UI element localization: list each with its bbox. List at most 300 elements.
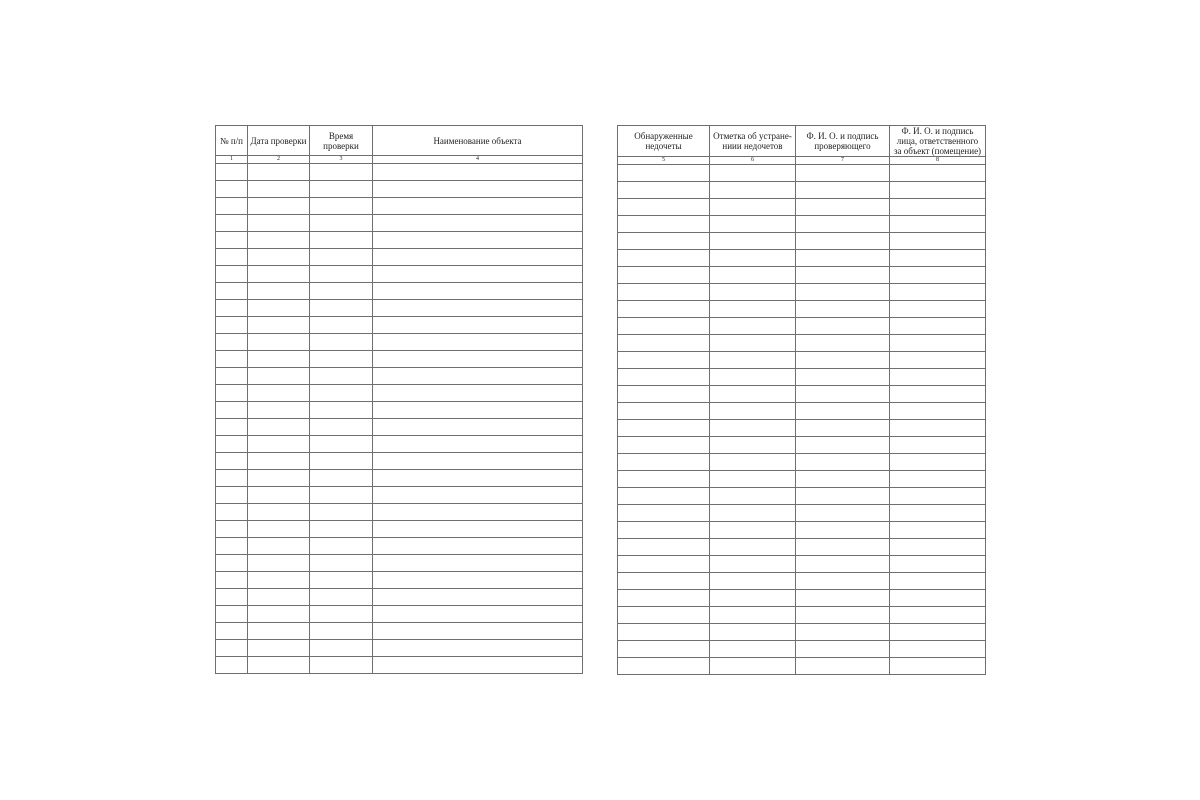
- table-cell[interactable]: [890, 386, 986, 403]
- table-cell[interactable]: [248, 419, 310, 436]
- table-cell[interactable]: [890, 301, 986, 318]
- table-cell[interactable]: [216, 283, 248, 300]
- table-cell[interactable]: [248, 198, 310, 215]
- table-cell[interactable]: [890, 182, 986, 199]
- table-cell[interactable]: [216, 572, 248, 589]
- table-row: [216, 436, 583, 453]
- table-row: [216, 402, 583, 419]
- table-cell[interactable]: [248, 504, 310, 521]
- table-cell[interactable]: [373, 589, 583, 606]
- column-header-number: № п/п: [216, 126, 248, 156]
- table-cell[interactable]: [373, 283, 583, 300]
- table-cell[interactable]: [248, 555, 310, 572]
- table-cell[interactable]: [216, 538, 248, 555]
- table-cell[interactable]: [373, 402, 583, 419]
- table-cell[interactable]: [216, 470, 248, 487]
- table-cell[interactable]: [890, 658, 986, 675]
- table-cell[interactable]: [890, 437, 986, 454]
- table-cell[interactable]: [310, 657, 373, 674]
- table-row: [216, 283, 583, 300]
- table-cell[interactable]: [796, 301, 890, 318]
- table-cell[interactable]: [618, 420, 710, 437]
- table-cell[interactable]: [796, 403, 890, 420]
- table-cell[interactable]: [216, 266, 248, 283]
- table-cell[interactable]: [890, 471, 986, 488]
- table-cell[interactable]: [890, 556, 986, 573]
- table-cell[interactable]: [248, 249, 310, 266]
- table-cell[interactable]: [890, 250, 986, 267]
- table-cell[interactable]: [618, 267, 710, 284]
- table-cell[interactable]: [216, 521, 248, 538]
- table-cell[interactable]: [373, 487, 583, 504]
- table-cell[interactable]: [796, 420, 890, 437]
- table-cell[interactable]: [310, 555, 373, 572]
- table-cell[interactable]: [710, 437, 796, 454]
- table-cell[interactable]: [310, 402, 373, 419]
- table-row: [216, 470, 583, 487]
- table-cell[interactable]: [618, 233, 710, 250]
- table-cell[interactable]: [373, 555, 583, 572]
- table-cell[interactable]: [310, 419, 373, 436]
- table-row: [216, 538, 583, 555]
- table-cell[interactable]: [216, 368, 248, 385]
- table-cell[interactable]: [618, 386, 710, 403]
- table-cell[interactable]: [248, 572, 310, 589]
- table-cell[interactable]: [710, 641, 796, 658]
- table-cell[interactable]: [248, 385, 310, 402]
- table-cell[interactable]: [710, 216, 796, 233]
- table-cell[interactable]: [890, 199, 986, 216]
- table-cell[interactable]: [310, 623, 373, 640]
- table-row: [216, 300, 583, 317]
- table-cell[interactable]: [796, 454, 890, 471]
- column-header-responsible-signature: Ф. И. О. и подпись лица, ответственного за объект (помещение): [890, 126, 986, 157]
- table-row: [618, 437, 986, 454]
- table-cell[interactable]: [248, 623, 310, 640]
- table-cell[interactable]: [248, 538, 310, 555]
- table-cell[interactable]: [796, 267, 890, 284]
- table-cell[interactable]: [310, 640, 373, 657]
- table-cell[interactable]: [618, 624, 710, 641]
- table-cell[interactable]: [796, 471, 890, 488]
- table-cell[interactable]: [710, 607, 796, 624]
- table-cell[interactable]: [618, 471, 710, 488]
- table-row: [618, 658, 986, 675]
- table-cell[interactable]: [890, 573, 986, 590]
- table-cell[interactable]: [248, 164, 310, 181]
- table-row: [618, 233, 986, 250]
- table-cell[interactable]: [310, 283, 373, 300]
- table-cell[interactable]: [248, 215, 310, 232]
- table-row: [216, 487, 583, 504]
- table-cell[interactable]: [310, 215, 373, 232]
- table-cell[interactable]: [710, 522, 796, 539]
- table-cell[interactable]: [796, 488, 890, 505]
- table-cell[interactable]: [310, 249, 373, 266]
- table-cell[interactable]: [890, 607, 986, 624]
- table-cell[interactable]: [310, 232, 373, 249]
- column-number: 7: [796, 157, 890, 165]
- table-cell[interactable]: [618, 165, 710, 182]
- table-cell[interactable]: [796, 437, 890, 454]
- table-row: [618, 250, 986, 267]
- table-row: [216, 266, 583, 283]
- table-cell[interactable]: [890, 318, 986, 335]
- table-cell[interactable]: [796, 539, 890, 556]
- table-cell[interactable]: [248, 657, 310, 674]
- table-cell[interactable]: [373, 232, 583, 249]
- column-number-row: [216, 156, 583, 164]
- table-cell[interactable]: [216, 232, 248, 249]
- table-cell[interactable]: [890, 165, 986, 182]
- table-cell[interactable]: [710, 454, 796, 471]
- table-cell[interactable]: [890, 454, 986, 471]
- table-cell[interactable]: [710, 505, 796, 522]
- table-cell[interactable]: [618, 641, 710, 658]
- table-cell[interactable]: [216, 589, 248, 606]
- table-row: [618, 284, 986, 301]
- table-cell[interactable]: [796, 216, 890, 233]
- table-cell[interactable]: [216, 623, 248, 640]
- table-cell[interactable]: [216, 351, 248, 368]
- table-cell[interactable]: [890, 335, 986, 352]
- table-row: [216, 232, 583, 249]
- table-cell[interactable]: [216, 402, 248, 419]
- table-cell[interactable]: [310, 436, 373, 453]
- table-row: [216, 623, 583, 640]
- column-number: 6: [710, 157, 796, 165]
- table-row: [618, 216, 986, 233]
- table-cell[interactable]: [248, 453, 310, 470]
- table-cell[interactable]: [216, 164, 248, 181]
- table-cell[interactable]: [248, 640, 310, 657]
- table-cell[interactable]: [710, 420, 796, 437]
- table-cell[interactable]: [796, 522, 890, 539]
- table-cell[interactable]: [710, 165, 796, 182]
- table-row: [216, 572, 583, 589]
- table-row: [618, 590, 986, 607]
- table-cell[interactable]: [890, 505, 986, 522]
- table-cell[interactable]: [216, 198, 248, 215]
- table-row: [216, 249, 583, 266]
- table-cell[interactable]: [248, 368, 310, 385]
- table-cell[interactable]: [216, 504, 248, 521]
- table-cell[interactable]: [618, 182, 710, 199]
- table-body-right: [618, 165, 986, 675]
- table-cell[interactable]: [373, 572, 583, 589]
- table-cell[interactable]: [890, 352, 986, 369]
- table-cell[interactable]: [216, 555, 248, 572]
- table-cell[interactable]: [890, 641, 986, 658]
- table-cell[interactable]: [796, 352, 890, 369]
- table-cell[interactable]: [710, 488, 796, 505]
- table-cell[interactable]: [373, 657, 583, 674]
- table-cell[interactable]: [618, 216, 710, 233]
- table-cell[interactable]: [216, 606, 248, 623]
- table-cell[interactable]: [310, 589, 373, 606]
- table-cell[interactable]: [618, 250, 710, 267]
- table-cell[interactable]: [216, 419, 248, 436]
- table-cell[interactable]: [618, 539, 710, 556]
- table-cell[interactable]: [618, 437, 710, 454]
- table-cell[interactable]: [248, 351, 310, 368]
- table-cell[interactable]: [310, 470, 373, 487]
- table-cell[interactable]: [710, 318, 796, 335]
- table-cell[interactable]: [310, 334, 373, 351]
- table-cell[interactable]: [796, 624, 890, 641]
- table-row: [618, 386, 986, 403]
- table-row: [618, 267, 986, 284]
- table-cell[interactable]: [216, 317, 248, 334]
- table-cell[interactable]: [710, 386, 796, 403]
- table-cell[interactable]: [310, 572, 373, 589]
- table-cell[interactable]: [310, 453, 373, 470]
- table-cell[interactable]: [373, 623, 583, 640]
- table-cell[interactable]: [216, 657, 248, 674]
- table-cell[interactable]: [796, 658, 890, 675]
- table-cell[interactable]: [373, 538, 583, 555]
- table-cell[interactable]: [373, 249, 583, 266]
- table-cell[interactable]: [618, 199, 710, 216]
- table-cell[interactable]: [710, 539, 796, 556]
- table-cell[interactable]: [310, 385, 373, 402]
- table-row: [216, 215, 583, 232]
- table-cell[interactable]: [618, 335, 710, 352]
- table-cell[interactable]: [216, 436, 248, 453]
- table-cell[interactable]: [310, 521, 373, 538]
- table-cell[interactable]: [618, 352, 710, 369]
- table-cell[interactable]: [248, 266, 310, 283]
- table-cell[interactable]: [248, 606, 310, 623]
- table-cell[interactable]: [216, 640, 248, 657]
- table-cell[interactable]: [373, 436, 583, 453]
- table-cell[interactable]: [618, 284, 710, 301]
- table-cell[interactable]: [618, 522, 710, 539]
- table-cell[interactable]: [796, 182, 890, 199]
- table-row: [618, 607, 986, 624]
- table-cell[interactable]: [710, 590, 796, 607]
- table-cell[interactable]: [248, 181, 310, 198]
- table-cell[interactable]: [248, 470, 310, 487]
- table-cell[interactable]: [890, 488, 986, 505]
- table-row: [618, 471, 986, 488]
- table-cell[interactable]: [373, 521, 583, 538]
- table-cell[interactable]: [796, 386, 890, 403]
- table-cell[interactable]: [310, 606, 373, 623]
- table-row: [618, 522, 986, 539]
- table-cell[interactable]: [373, 385, 583, 402]
- table-cell[interactable]: [373, 368, 583, 385]
- table-cell[interactable]: [248, 232, 310, 249]
- table-cell[interactable]: [710, 199, 796, 216]
- table-cell[interactable]: [890, 420, 986, 437]
- table-cell[interactable]: [248, 487, 310, 504]
- table-cell[interactable]: [310, 266, 373, 283]
- table-cell[interactable]: [618, 318, 710, 335]
- table-cell[interactable]: [796, 233, 890, 250]
- table-row: [216, 181, 583, 198]
- table-cell[interactable]: [710, 335, 796, 352]
- table-cell[interactable]: [310, 181, 373, 198]
- table-cell[interactable]: [710, 556, 796, 573]
- table-cell[interactable]: [373, 470, 583, 487]
- table-cell[interactable]: [373, 334, 583, 351]
- table-cell[interactable]: [618, 590, 710, 607]
- column-header-defects-fixed-mark: Отметка об устране-ниии недочетов: [710, 126, 796, 157]
- right-page: [617, 125, 985, 675]
- table-cell[interactable]: [216, 249, 248, 266]
- table-cell[interactable]: [373, 606, 583, 623]
- table-cell[interactable]: [710, 182, 796, 199]
- table-row: [216, 657, 583, 674]
- table-row: [216, 198, 583, 215]
- table-cell[interactable]: [796, 284, 890, 301]
- table-cell[interactable]: [373, 266, 583, 283]
- column-number-row: [618, 157, 986, 165]
- column-number: 4: [373, 156, 583, 164]
- table-cell[interactable]: [710, 573, 796, 590]
- table-cell[interactable]: [618, 403, 710, 420]
- table-cell[interactable]: [710, 250, 796, 267]
- table-row: [216, 334, 583, 351]
- table-cell[interactable]: [310, 504, 373, 521]
- table-cell[interactable]: [710, 352, 796, 369]
- table-cell[interactable]: [373, 181, 583, 198]
- table-cell[interactable]: [248, 283, 310, 300]
- table-cell[interactable]: [310, 487, 373, 504]
- table-cell[interactable]: [710, 301, 796, 318]
- table-cell[interactable]: [796, 369, 890, 386]
- table-cell[interactable]: [796, 199, 890, 216]
- table-cell[interactable]: [796, 335, 890, 352]
- table-cell[interactable]: [618, 454, 710, 471]
- table-cell[interactable]: [216, 487, 248, 504]
- table-row: [216, 317, 583, 334]
- table-cell[interactable]: [216, 385, 248, 402]
- header-row: [618, 126, 986, 157]
- table-cell[interactable]: [373, 198, 583, 215]
- column-number: 1: [216, 156, 248, 164]
- table-cell[interactable]: [890, 539, 986, 556]
- table-row: [216, 640, 583, 657]
- table-cell[interactable]: [618, 573, 710, 590]
- table-cell[interactable]: [710, 658, 796, 675]
- column-header-inspector-signature: Ф. И. О. и подпись проверяющего: [796, 126, 890, 157]
- table-cell[interactable]: [248, 436, 310, 453]
- table-cell[interactable]: [890, 369, 986, 386]
- table-row: [618, 420, 986, 437]
- left-page: [215, 125, 582, 674]
- table-cell[interactable]: [373, 453, 583, 470]
- table-cell[interactable]: [618, 488, 710, 505]
- table-cell[interactable]: [890, 522, 986, 539]
- table-cell[interactable]: [373, 504, 583, 521]
- table-cell[interactable]: [216, 453, 248, 470]
- table-cell[interactable]: [710, 267, 796, 284]
- table-cell[interactable]: [796, 505, 890, 522]
- table-cell[interactable]: [796, 590, 890, 607]
- table-cell[interactable]: [216, 300, 248, 317]
- table-cell[interactable]: [618, 658, 710, 675]
- table-row: [618, 301, 986, 318]
- column-header-check-time: Время проверки: [310, 126, 373, 156]
- table-cell[interactable]: [890, 216, 986, 233]
- table-cell[interactable]: [796, 607, 890, 624]
- table-cell[interactable]: [710, 624, 796, 641]
- table-cell[interactable]: [373, 215, 583, 232]
- table-cell[interactable]: [216, 181, 248, 198]
- table-cell[interactable]: [890, 267, 986, 284]
- table-cell[interactable]: [796, 250, 890, 267]
- table-cell[interactable]: [310, 317, 373, 334]
- table-cell[interactable]: [796, 556, 890, 573]
- column-number: 5: [618, 157, 710, 165]
- header-row: [216, 126, 583, 156]
- table-cell[interactable]: [373, 419, 583, 436]
- column-number: 8: [890, 157, 986, 165]
- table-cell[interactable]: [216, 215, 248, 232]
- column-number: 3: [310, 156, 373, 164]
- table-cell[interactable]: [310, 368, 373, 385]
- table-cell[interactable]: [373, 164, 583, 181]
- table-cell[interactable]: [248, 589, 310, 606]
- table-row: [618, 403, 986, 420]
- table-cell[interactable]: [310, 300, 373, 317]
- table-cell[interactable]: [710, 284, 796, 301]
- table-cell[interactable]: [796, 573, 890, 590]
- table-cell[interactable]: [796, 165, 890, 182]
- table-cell[interactable]: [890, 284, 986, 301]
- table-cell[interactable]: [710, 471, 796, 488]
- table-cell[interactable]: [618, 505, 710, 522]
- table-cell[interactable]: [890, 403, 986, 420]
- table-cell[interactable]: [373, 300, 583, 317]
- table-cell[interactable]: [373, 351, 583, 368]
- table-cell[interactable]: [310, 164, 373, 181]
- table-cell[interactable]: [796, 641, 890, 658]
- table-cell[interactable]: [890, 624, 986, 641]
- table-cell[interactable]: [216, 334, 248, 351]
- table-cell[interactable]: [373, 640, 583, 657]
- table-cell[interactable]: [618, 301, 710, 318]
- inspection-table-right: [617, 125, 986, 675]
- table-cell[interactable]: [710, 369, 796, 386]
- table-cell[interactable]: [710, 233, 796, 250]
- table-cell[interactable]: [710, 403, 796, 420]
- table-cell[interactable]: [796, 318, 890, 335]
- table-cell[interactable]: [310, 351, 373, 368]
- table-cell[interactable]: [248, 334, 310, 351]
- table-cell[interactable]: [248, 300, 310, 317]
- table-row: [216, 453, 583, 470]
- table-cell[interactable]: [310, 538, 373, 555]
- table-cell[interactable]: [310, 198, 373, 215]
- table-cell[interactable]: [248, 521, 310, 538]
- column-number: 2: [248, 156, 310, 164]
- table-cell[interactable]: [618, 607, 710, 624]
- table-cell[interactable]: [890, 233, 986, 250]
- table-cell[interactable]: [618, 369, 710, 386]
- table-row: [216, 521, 583, 538]
- table-row: [216, 164, 583, 181]
- table-cell[interactable]: [373, 317, 583, 334]
- table-cell[interactable]: [248, 402, 310, 419]
- table-row: [618, 318, 986, 335]
- table-cell[interactable]: [248, 317, 310, 334]
- table-row: [618, 573, 986, 590]
- table-cell[interactable]: [890, 590, 986, 607]
- table-cell[interactable]: [618, 556, 710, 573]
